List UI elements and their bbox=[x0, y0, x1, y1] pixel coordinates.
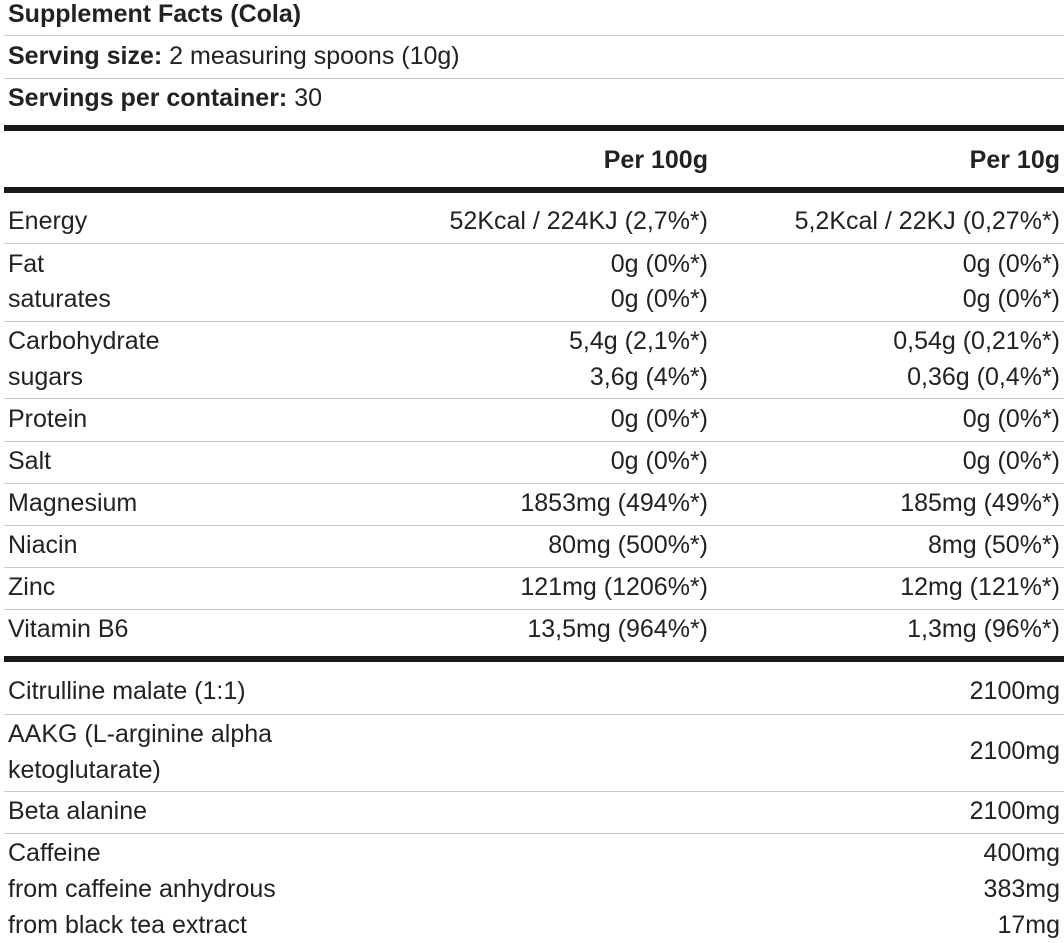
nutrient-per10: 0g (0%*) bbox=[962, 285, 1060, 313]
divider bbox=[4, 483, 1064, 484]
servings-label: Servings per container: bbox=[8, 84, 288, 112]
nutrient-name: Niacin bbox=[8, 531, 78, 559]
nutrient-per100: 1853mg (494%*) bbox=[520, 489, 708, 517]
nutrient-per100: 52Kcal / 224KJ (2,7%*) bbox=[449, 207, 708, 235]
active-amount: 2100mg bbox=[969, 737, 1060, 765]
thick-divider bbox=[4, 125, 1064, 131]
divider bbox=[4, 35, 1064, 36]
nutrient-per10: 8mg (50%*) bbox=[928, 531, 1060, 559]
servings-value: 30 bbox=[287, 84, 323, 112]
thick-divider bbox=[4, 656, 1064, 662]
active-name-continued: ketoglutarate) bbox=[8, 756, 161, 784]
nutrient-name: saturates bbox=[8, 285, 111, 313]
active-name: from black tea extract bbox=[8, 911, 247, 939]
nutrient-per100: 13,5mg (964%*) bbox=[527, 615, 708, 643]
nutrient-per10: 185mg (49%*) bbox=[900, 489, 1060, 517]
nutrient-per10: 12mg (121%*) bbox=[900, 573, 1060, 601]
nutrient-per10: 0g (0%*) bbox=[962, 250, 1060, 278]
active-amount: 2100mg bbox=[969, 797, 1060, 825]
nutrient-per100: 0g (0%*) bbox=[610, 447, 708, 475]
nutrient-per10: 0g (0%*) bbox=[962, 447, 1060, 475]
serving-size-value: 2 measuring spoons (10g) bbox=[162, 42, 460, 70]
nutrient-per10: 0,54g (0,21%*) bbox=[893, 327, 1060, 355]
divider bbox=[4, 441, 1064, 442]
nutrient-per100: 0g (0%*) bbox=[610, 250, 708, 278]
thick-divider bbox=[4, 187, 1064, 193]
nutrient-per100: 0g (0%*) bbox=[610, 285, 708, 313]
nutrient-name: Magnesium bbox=[8, 489, 138, 517]
active-name: Citrulline malate (1:1) bbox=[8, 677, 246, 705]
divider bbox=[4, 791, 1064, 792]
active-amount: 400mg bbox=[983, 839, 1060, 867]
active-amount: 2100mg bbox=[969, 677, 1060, 705]
nutrient-per100: 121mg (1206%*) bbox=[520, 573, 708, 601]
divider bbox=[4, 833, 1064, 834]
nutrient-per100: 80mg (500%*) bbox=[548, 531, 708, 559]
divider bbox=[4, 78, 1064, 79]
divider bbox=[4, 609, 1064, 610]
servings-per-container bbox=[8, 86, 322, 111]
nutrient-per10: 5,2Kcal / 22KJ (0,27%*) bbox=[794, 207, 1060, 235]
active-name: Caffeine bbox=[8, 839, 101, 867]
divider bbox=[4, 567, 1064, 568]
nutrient-name: Energy bbox=[8, 207, 88, 235]
nutrient-name: Salt bbox=[8, 447, 52, 475]
nutrient-name: Protein bbox=[8, 405, 88, 433]
nutrient-name: Vitamin B6 bbox=[8, 615, 129, 643]
divider bbox=[4, 714, 1064, 715]
active-amount: 383mg bbox=[983, 875, 1060, 903]
nutrient-per10: 0g (0%*) bbox=[962, 405, 1060, 433]
active-amount: 17mg bbox=[997, 911, 1060, 939]
nutrient-per10: 1,3mg (96%*) bbox=[907, 615, 1060, 643]
nutrient-per100: 0g (0%*) bbox=[610, 405, 708, 433]
divider bbox=[4, 525, 1064, 526]
nutrient-per100: 5,4g (2,1%*) bbox=[569, 327, 708, 355]
nutrient-per10: 0,36g (0,4%*) bbox=[907, 363, 1060, 391]
nutrient-name: Fat bbox=[8, 250, 45, 278]
active-name: AAKG (L-arginine alpha bbox=[8, 720, 273, 748]
nutrient-name: sugars bbox=[8, 363, 84, 391]
divider bbox=[4, 243, 1064, 244]
active-name: Beta alanine bbox=[8, 797, 148, 825]
divider bbox=[4, 321, 1064, 322]
nutrient-name: Zinc bbox=[8, 573, 56, 601]
active-name: from caffeine anhydrous bbox=[8, 875, 276, 903]
nutrient-per100: 3,6g (4%*) bbox=[589, 363, 708, 391]
column-header-per10: Per 10g bbox=[969, 146, 1060, 174]
nutrient-name: Carbohydrate bbox=[8, 327, 160, 355]
serving-size bbox=[8, 44, 460, 69]
serving-size-label: Serving size: bbox=[8, 42, 163, 70]
column-header-per100: Per 100g bbox=[603, 146, 708, 174]
divider bbox=[4, 398, 1064, 399]
label-title: Supplement Facts (Cola) bbox=[8, 0, 302, 28]
